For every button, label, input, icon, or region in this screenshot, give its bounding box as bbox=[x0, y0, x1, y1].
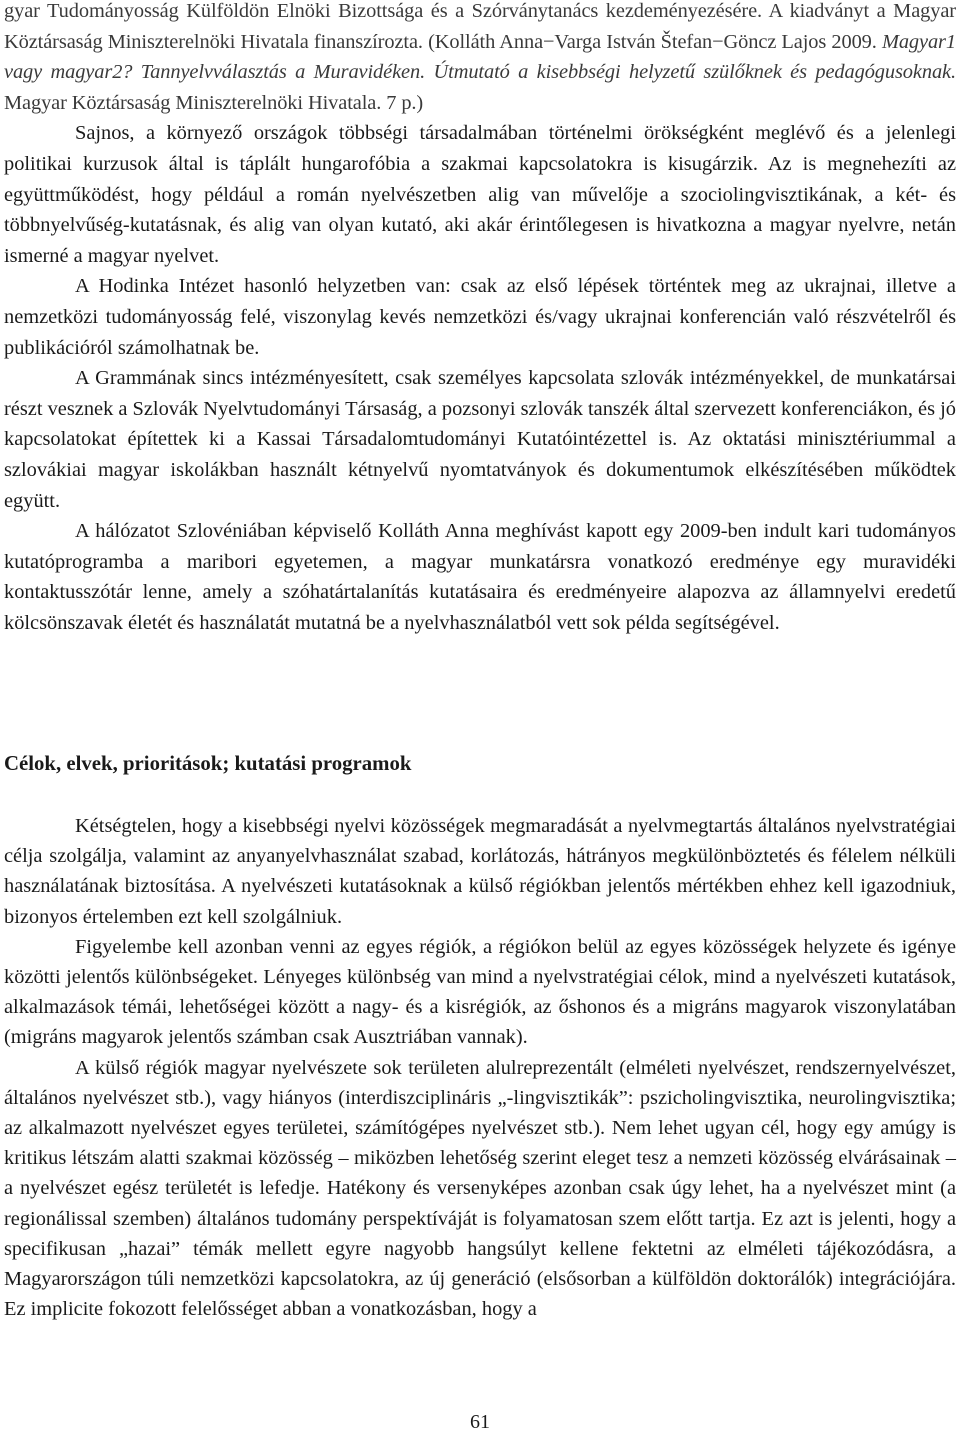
reference-publisher: Magyar Köztársaság Miniszterelnöki Hivatala. 7 p.) bbox=[4, 91, 424, 114]
body-paragraph: Kétségtelen, hogy a kisebbségi nyelvi közösségek megmaradását a nyelvmegtartás általános nyelvstratégiai célja szolgálja, valamint az anyanyelvhasználat szabad, korlátozás, hátrányos megkülönböztetés és félelem nélküli használatának biztosítása. A nyelvészeti kutatásoknak a külső régiókban jelentős mértékben ehhez kell igazodniuk, bizonyos értelemben ezt kell szolgálniuk. bbox=[4, 815, 956, 928]
reference-paragraph bbox=[4, 0, 956, 118]
document-page bbox=[4, 0, 956, 1440]
body-paragraph: A Grammának sincs intézményesített, csak személyes kapcsolata szlovák intézményekkel, de munkatársai részt vesznek a Szlovák Nyelvtudományi Társaság, a pozsonyi szlovák tanszék által szervezett konferenciákon, és jó kapcsolatokat építettek ki a Kassai Társadalomtudományi Kutatóintézettel is. Az oktatási minisztériummal a szlovákiai magyar iskolákban használt kétnyelvű nyomtatványok és dokumentumok elkészítésében működtek együtt. bbox=[4, 367, 956, 512]
top-text-block bbox=[4, 0, 956, 638]
reference-text: gyar Tudományosság Külföldön Elnöki Bizottsága és a Szórványtanács kezdeményezésére. A kiadványt a Magyar Köztársaság Miniszterelnöki Hivatala finanszírozta. (Kolláth Anna−Varga István Štefan−Göncz Lajos 2009. bbox=[4, 0, 956, 53]
page-number: 61 bbox=[470, 1411, 490, 1433]
body-paragraph: A hálózatot Szlovéniában képviselő Kolláth Anna meghívást kapott egy 2009-ben indult kari tudományos kutatóprogramba a maribori egyetemen, a magyar munkatársra vonatkozó eredménye egy muravidéki kontaktusszótár lenne, amely a szóhatártalanítás kutatásaira és eredményeire alapozva az államnyelvi eredetű kölcsönszavak életét és használatát mutatná be a nyelvhasználatból vett sok példa segítségével. bbox=[4, 520, 956, 634]
body-paragraph: A Hodinka Intézet hasonló helyzetben van: csak az első lépések történtek meg az ukrajnai, illetve a nemzetközi tudományosság felé, viszonylag kevés nemzetközi és/vagy ukrajnai konferencián való részvételről és publikációról számolhatnak be. bbox=[4, 275, 956, 359]
section-heading: Célok, elvek, prioritások; kutatási programok bbox=[4, 752, 412, 775]
lower-text-block bbox=[4, 811, 956, 1324]
body-paragraph: A külső régiók magyar nyelvészete sok területen alulreprezentált (elméleti nyelvészet, rendszernyelvészet, általános nyelvészet stb.), vagy hiányos (interdiszciplináris „-lingvisztikák”: pszicholingvisztika, neurolingvisztika; az alkalmazott nyelvészet egyes területei, számítógépes nyelvészet stb.). Nem lehet ugyan cél, hogy egy amúgy is kritikus létszám alatti szakmai közösség – miközben lehetőség szerint eleget tesz a nemzeti közösség elvárásainak – a nyelvészet egész területét is lefedje. Hatékony és versenyképes azonban csak úgy lehet, ha a nyelvészet mint (a regionálissal szemben) általános tudomány perspektíváját is folyamatosan szem előtt tartja. Ez azt is jelenti, hogy a specifikusan „hazai” témák mellett egyre nagyobb hangsúlyt kellene fektetni az elméleti tájékozódásra, a Magyarországon túli nemzetközi kapcsolatokra, az új generáció (elsősorban a külföldön doktorálók) integrációjára. Ez implicite fokozott felelősséget abban a vonatkozásban, hogy a bbox=[4, 1056, 956, 1321]
body-paragraph: Sajnos, a környező országok többségi társadalmában történelmi örökségként meglévő és a jelenlegi politikai kurzusok által is táplált hungarofóbia a szakmai kapcsolatokra is kisugárzik. Az is megnehezíti az együttműködést, hogy például a román nyelvészetben alig van művelője a szociolingvisztikának, a két- és többnyelvűség-kutatásnak, és alig van olyan kutató, aki akár érintőlegesen is hivatkozna a magyar nyelvre, netán ismerné a magyar nyelvet. bbox=[4, 122, 956, 267]
reference-title: Magyar1 vagy magyar2? Tannyelvválasztás a Muravidéken. Útmutató a kisebbségi helyzetű szülőknek és pedagógusoknak. bbox=[4, 30, 956, 84]
body-paragraph: Figyelembe kell azonban venni az egyes régiók, a régiókon belül az egyes közösségek helyzete és igénye közötti jelentős különbségeket. Lényeges különbség van mind a nyelvstratégiai célok, mind a nyelvészeti kutatások, alkalmazások témái, lehetőségei között a nagy- és a kisrégiók, az őshonos és a migráns magyarok viszonylatában (migráns magyarok jelentős számban csak Ausztriában vannak). bbox=[4, 935, 956, 1049]
